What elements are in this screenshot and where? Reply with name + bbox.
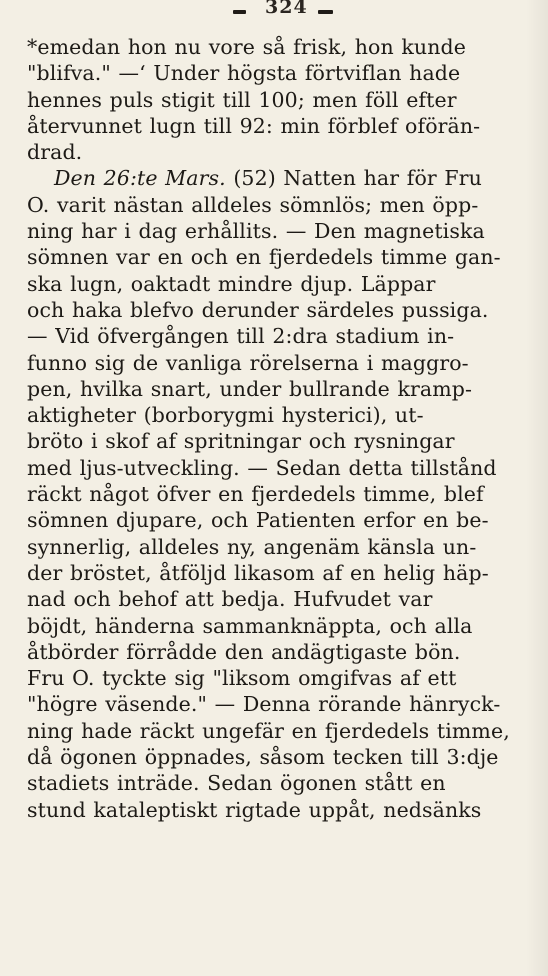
text-line: stadiets inträde. Sedan ögonen stått en: [27, 771, 446, 796]
text-line: drad.: [27, 140, 83, 165]
text-line: sömnen djupare, och Patienten erfor en be-: [27, 508, 489, 533]
text-line: nad och behof att bedja. Hufvudet var: [27, 587, 433, 612]
text-line: "blifva." —‘ Under högsta förtviflan hade: [27, 61, 461, 86]
text-line: Fru O. tyckte sig "liksom omgifvas af ett: [27, 666, 457, 691]
text-line: — Vid öfvergången till 2:dra stadium in-: [27, 324, 455, 349]
date-heading: Den 26:te Mars.: [54, 166, 226, 191]
text-line: böjdt, händerna sammanknäppta, och alla: [27, 613, 473, 638]
text-line: der bröstet, åtföljd likasom af en helig häp-: [27, 560, 489, 585]
text-line: återvunnet lugn till 92: min förblef oförän-: [27, 113, 481, 138]
date-heading-line: [27, 165, 530, 191]
text-line: räckt något öfver en fjerdedels timme, blef: [27, 482, 484, 507]
header-left-dash: [233, 10, 246, 14]
text-line: hennes puls stigit till 100; men föll efter: [27, 87, 457, 112]
text-line: synnerlig, alldeles ny, angenäm känsla un-: [27, 534, 477, 559]
text-line: O. varit nästan alldeles sömnlös; men öpp-: [27, 192, 479, 217]
text-line: åtbörder förrådde den andägtigaste bön.: [27, 639, 461, 664]
page-header: [0, 0, 548, 22]
text-line: funno sig de vanliga rörelserna i maggro-: [27, 350, 469, 375]
date-heading-rest: (52) Natten har för Fru: [225, 166, 482, 191]
text-line: då ögonen öppnades, såsom tecken till 3:dje: [27, 745, 499, 770]
text-line: "högre väsende." — Denna rörande hänryck-: [27, 692, 501, 717]
text-line: och haka blefvo derunder särdeles pussiga.: [27, 297, 489, 322]
text-line: stund kataleptiskt rigtade uppåt, nedsänks: [27, 797, 482, 822]
text-line: med ljus-utveckling. — Sedan detta tillstånd: [27, 455, 497, 480]
text-line: ska lugn, oaktadt mindre djup. Läppar: [27, 271, 436, 296]
text-line: *emedan hon nu vore så frisk, hon kunde: [27, 35, 466, 59]
text-line: aktigheter (borborygmi hysterici), ut-: [27, 403, 424, 428]
text-line: bröto i skof af spritningar och rysningar: [27, 429, 455, 454]
body-text: [27, 34, 530, 823]
text-line: pen, hvilka snart, under bullrande kramp-: [27, 376, 473, 401]
text-line: ning har i dag erhållits. — Den magnetiska: [27, 219, 485, 244]
text-line: sömnen var en och en fjerdedels timme gan-: [27, 245, 501, 270]
header-right-dash: [318, 10, 333, 14]
page-number: 324: [265, 0, 308, 18]
text-line: ning hade räckt ungefär en fjerdedels timme,: [27, 718, 510, 743]
